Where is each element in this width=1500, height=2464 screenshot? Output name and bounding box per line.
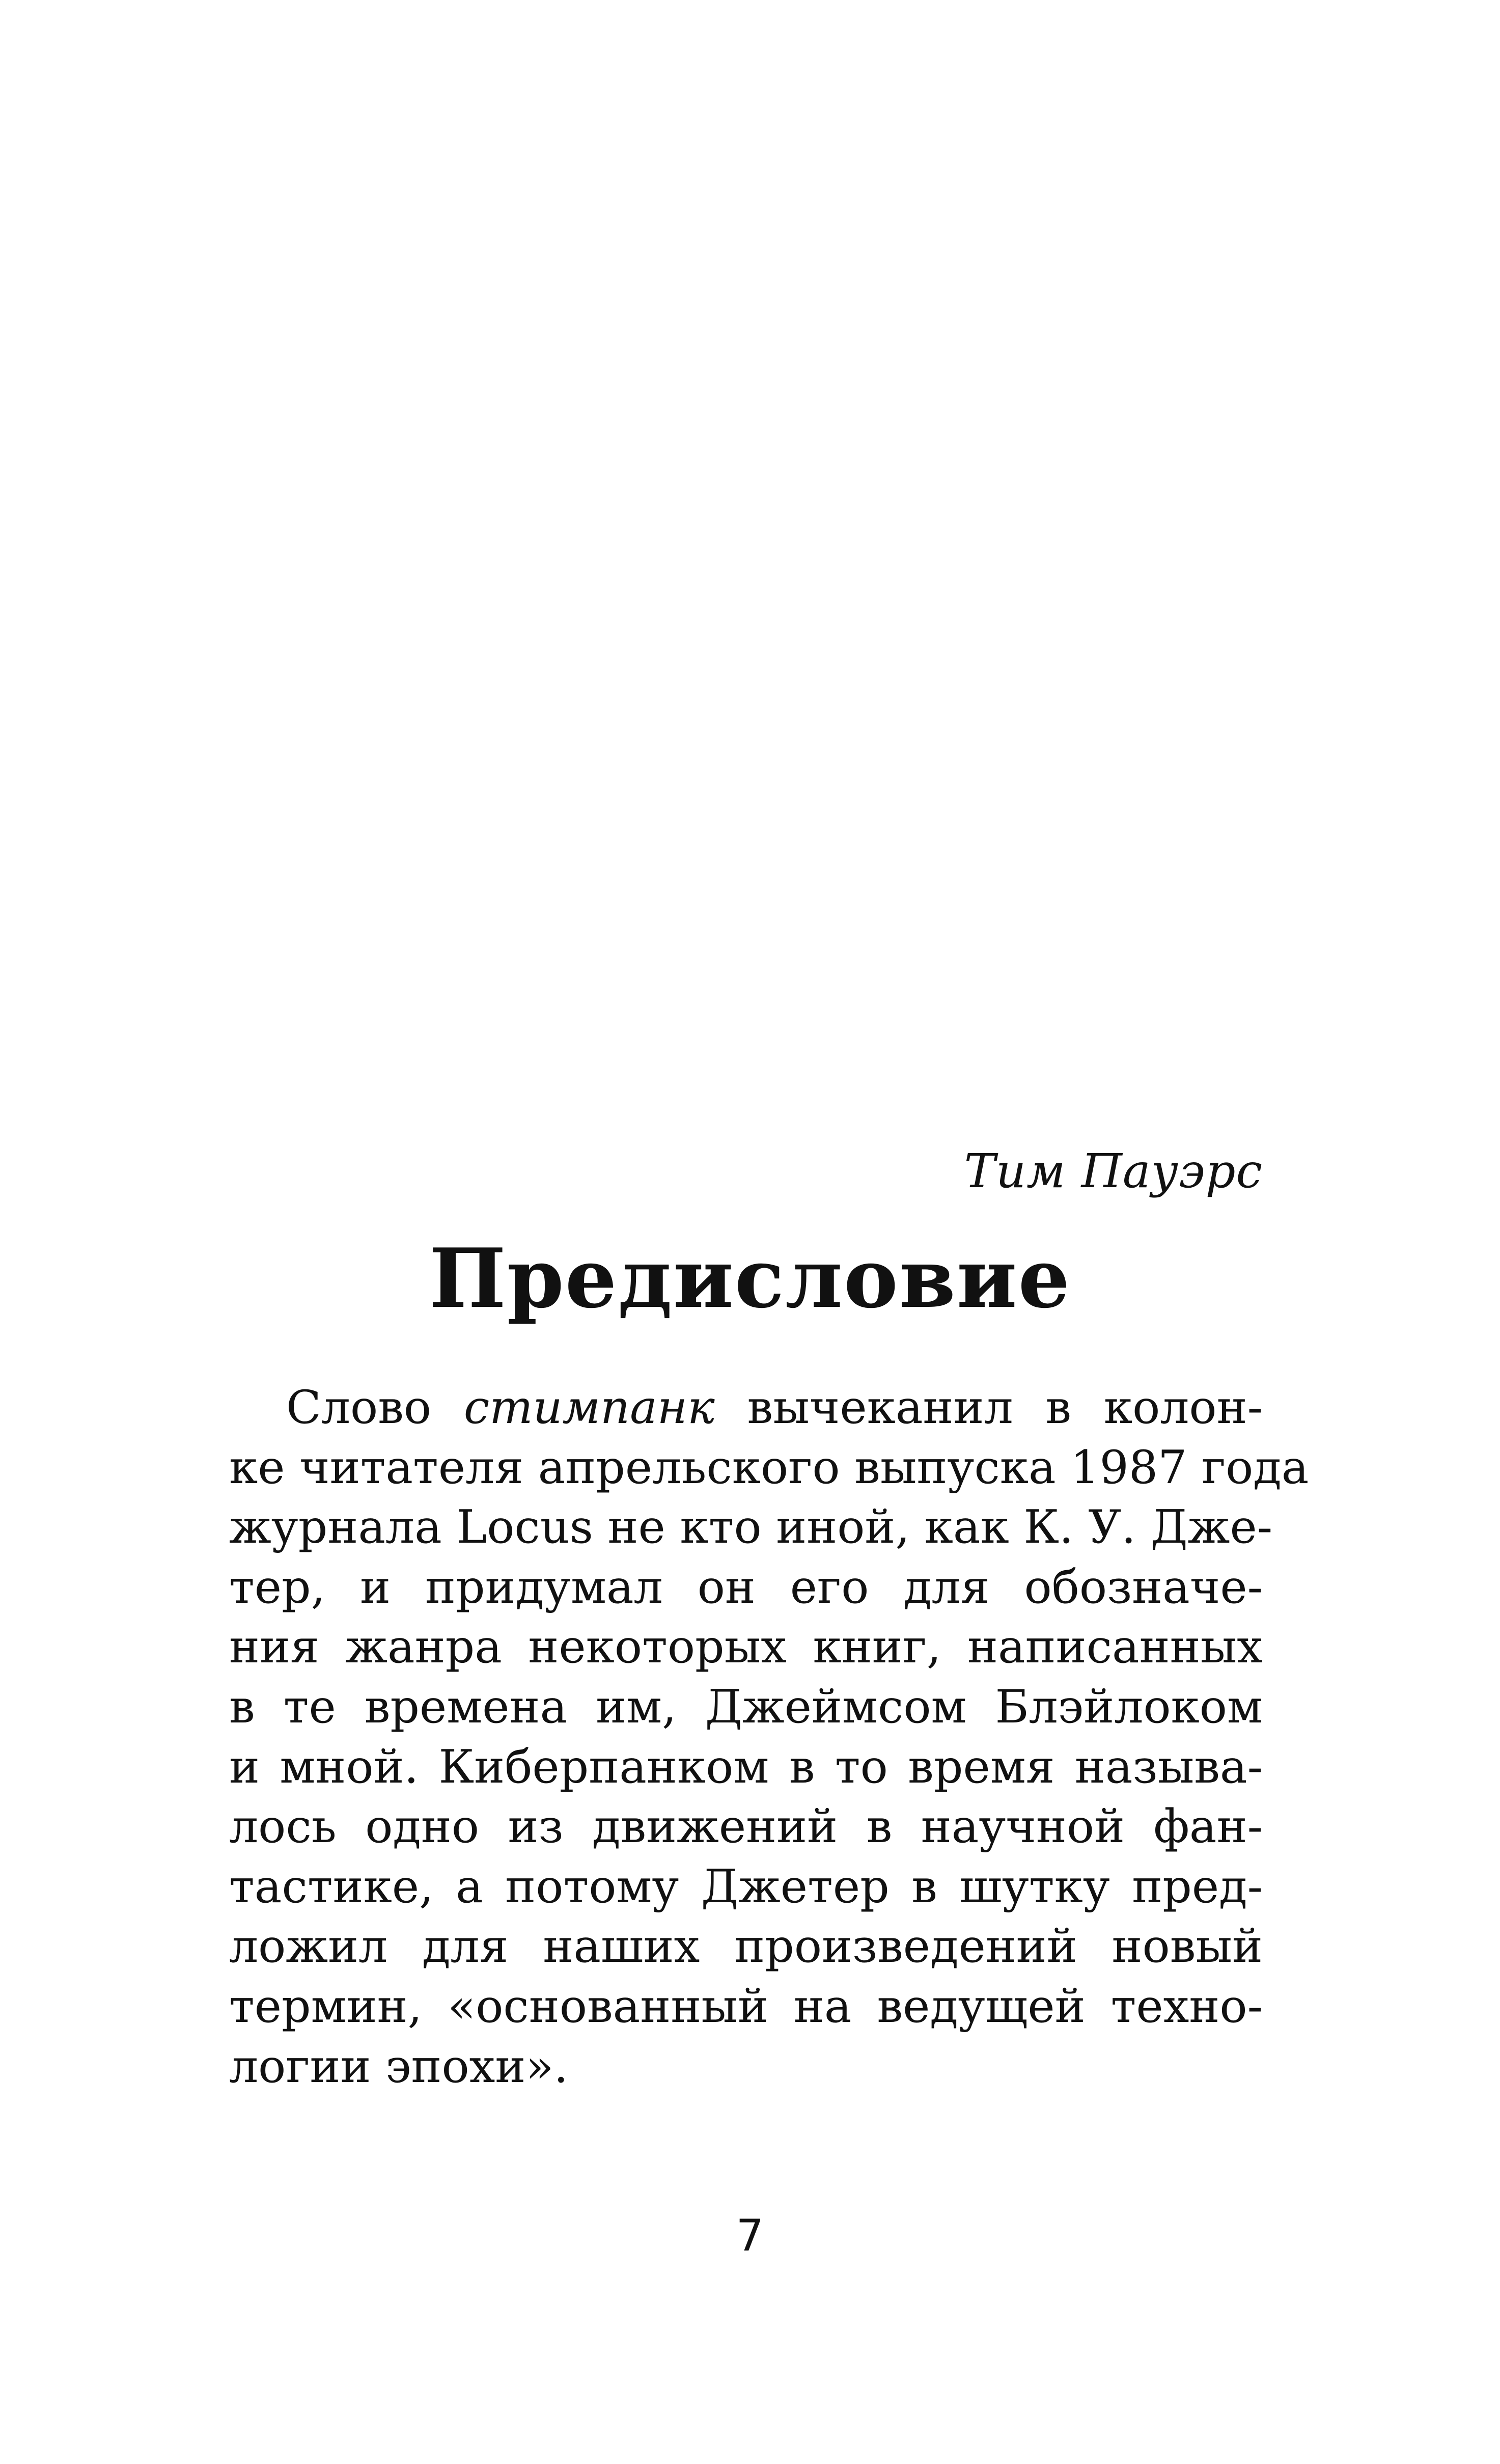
text-line	[229, 1378, 1263, 1438]
text-line: тер, и придумал он его для обозначе-	[229, 1560, 1263, 1614]
body-paragraph	[229, 1378, 1309, 2096]
italic-term: стимпанк	[463, 1381, 715, 1434]
text-line: тастике, а потому Джетер в шутку пред-	[229, 1859, 1263, 1913]
text-line: ния жанра некоторых книг, написанных	[229, 1620, 1263, 1674]
text-line: ложил для наших произведений новый	[229, 1920, 1263, 1974]
text-run: вычеканил в колон-	[714, 1381, 1263, 1434]
text-line: ке читателя апрельского выпуска 1987 года	[229, 1440, 1309, 1494]
text-line: лось одно из движений в научной фан-	[229, 1800, 1263, 1854]
chapter-title: Предисловие	[429, 1230, 1071, 1326]
page-number: 7	[736, 2210, 764, 2261]
text-run: Слово	[286, 1381, 464, 1434]
text-line: логии эпохи».	[229, 2039, 569, 2093]
text-line: и мной. Киберпанком в то время называ-	[229, 1740, 1263, 1794]
text-line: в те времена им, Джеймсом Блэйлоком	[229, 1680, 1263, 1734]
text-line: термин, «основанный на ведущей техно-	[229, 1979, 1263, 2033]
text-line: журнала Locus не кто иной, как К. У. Дже-	[229, 1500, 1273, 1554]
author-name: Тим Пауэрс	[964, 1144, 1263, 1198]
